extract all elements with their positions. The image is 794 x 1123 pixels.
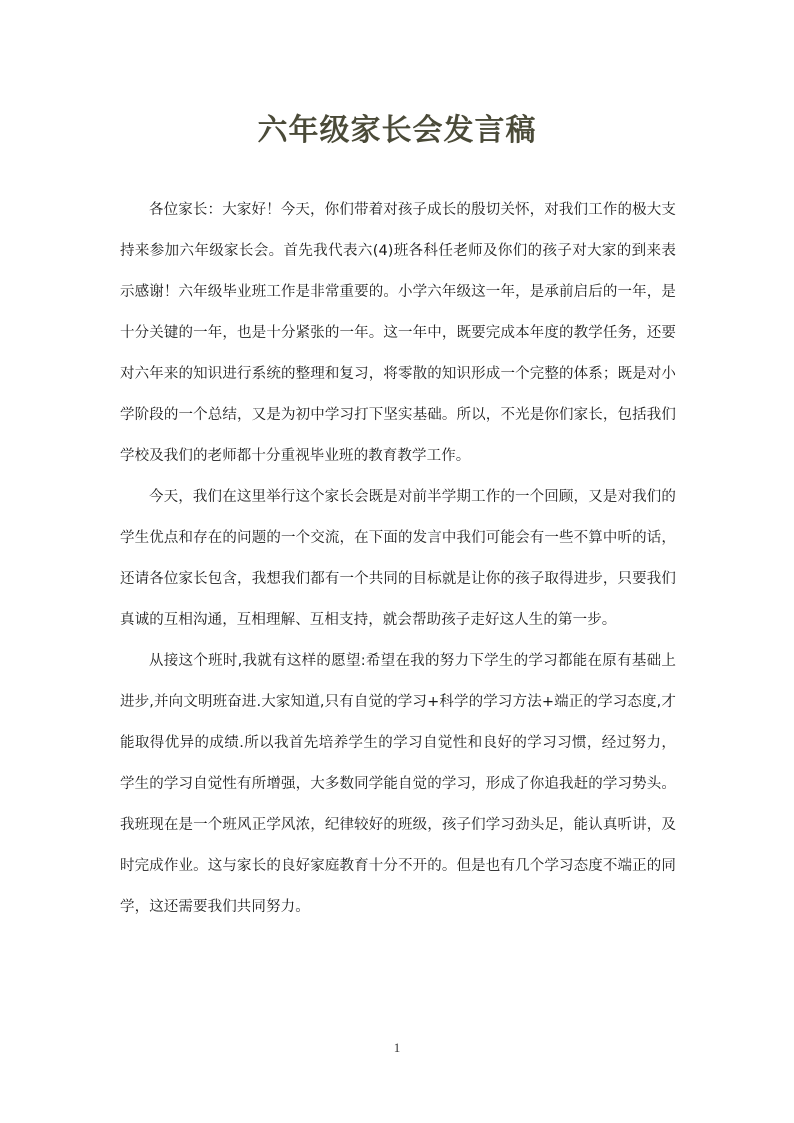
paragraph-3: 从接这个班时,我就有这样的愿望:希望在我的努力下学生的学习都能在原有基础上进步,并向文明班奋进.大家知道,只有自觉的学习+科学的学习方法+端正的学习态度,才能取得优异的成绩.所以我首先培养学生的学习自觉性和良好的学习习惯，经过努力，学生的学习自觉性有所增强，大多数同学能自觉的学习，形成了你追我赶的学习势头。我班现在是一个班风正学风浓，纪律较好的班级，孩子们学习劲头足，能认真听讲，及时完成作业。这与家长的良好家庭教育十分不开的。但是也有几个学习态度不端正的同学，这还需要我们共同努力。 — [120, 653, 676, 915]
page-number: 1 — [393, 1040, 401, 1055]
document-title: 六年级家长会发言稿 — [257, 113, 537, 148]
document-body — [120, 190, 676, 928]
paragraph-1: 各位家长：大家好！今天，你们带着对孩子成长的殷切关怀，对我们工作的极大支持来参加六年级家长会。首先我代表六(4)班各科任老师及你们的孩子对大家的到来表示感谢！六年级毕业班工作是非常重要的。小学六年级这一年，是承前启后的一年，是十分关键的一年，也是十分紧张的一年。这一年中，既要完成本年度的教学任务，还要对六年来的知识进行系统的整理和复习，将零散的知识形成一个完整的体系；既是对小学阶段的一个总结，又是为初中学习打下坚实基础。所以，不光是你们家长，包括我们学校及我们的老师都十分重视毕业班的教育教学工作。 — [120, 202, 676, 464]
paragraph-2: 今天，我们在这里举行这个家长会既是对前半学期工作的一个回顾，又是对我们的学生优点和存在的问题的一个交流，在下面的发言中我们可能会有一些不算中听的话，还请各位家长包含，我想我们都有一个共同的目标就是让你的孩子取得进步，只要我们真诚的互相沟通，互相理解、互相支持，就会帮助孩子走好这人生的第一步。 — [120, 489, 676, 628]
